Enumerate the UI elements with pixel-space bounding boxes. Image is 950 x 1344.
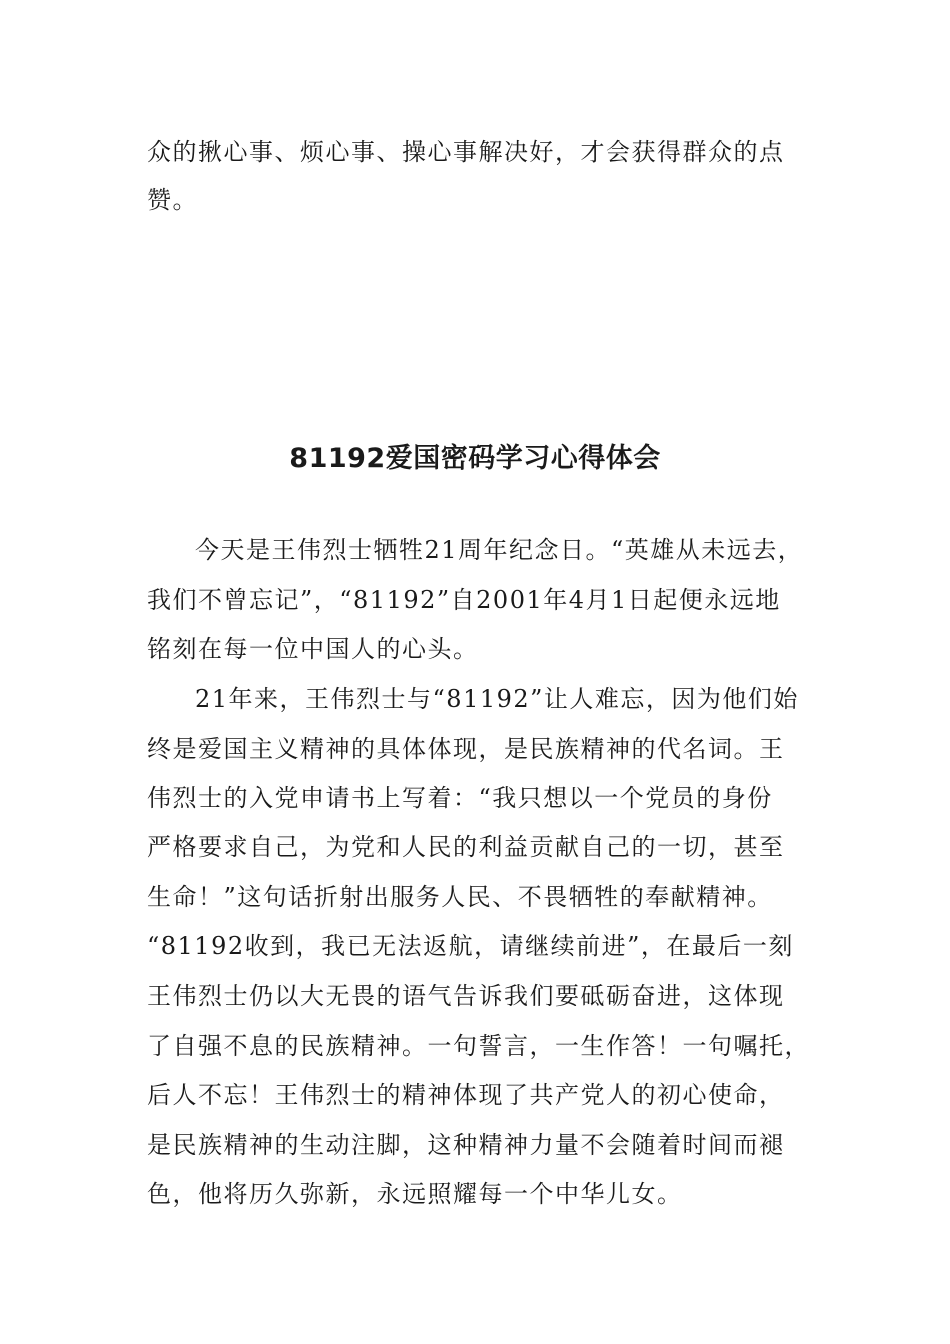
text-line: 今天是王伟烈士牺牲21周年纪念日。“英雄从未远去，: [195, 536, 804, 564]
text-line: 终是爱国主义精神的具体体现，是民族精神的代名词。王: [147, 735, 785, 763]
text-line: 我们不曾忘记”，“81192”自2001年4月1日起便永远地: [147, 586, 781, 614]
text-line: 色，他将历久弥新，永远照耀每一个中华儿女。: [147, 1180, 683, 1208]
text-line: 赞。: [147, 186, 198, 214]
text-line: 众的揪心事、烦心事、操心事解决好，才会获得群众的点: [147, 138, 785, 166]
article-title: 81192爱国密码学习心得体会: [289, 443, 661, 474]
text-line: 严格要求自己，为党和人民的利益贡献自己的一切，甚至: [147, 833, 785, 861]
text-line: 后人不忘！王伟烈士的精神体现了共产党人的初心使命，: [147, 1081, 785, 1109]
text-line: 王伟烈士仍以大无畏的语气告诉我们要砥砺奋进，这体现: [147, 982, 785, 1010]
text-line: 铭刻在每一位中国人的心头。: [147, 635, 479, 663]
text-line: “81192收到，我已无法返航，请继续前进”，在最后一刻: [147, 932, 794, 960]
text-line: 伟烈士的入党申请书上写着：“我只想以一个党员的身份: [147, 784, 773, 812]
text-line: 21年来，王伟烈士与“81192”让人难忘，因为他们始: [195, 685, 799, 713]
text-line: 生命！”这句话折射出服务人民、不畏牺牲的奉献精神。: [147, 883, 773, 911]
text-line: 是民族精神的生动注脚，这种精神力量不会随着时间而褪: [147, 1131, 785, 1159]
text-line: 了自强不息的民族精神。一句誓言，一生作答！一句嘱托，: [147, 1032, 810, 1060]
